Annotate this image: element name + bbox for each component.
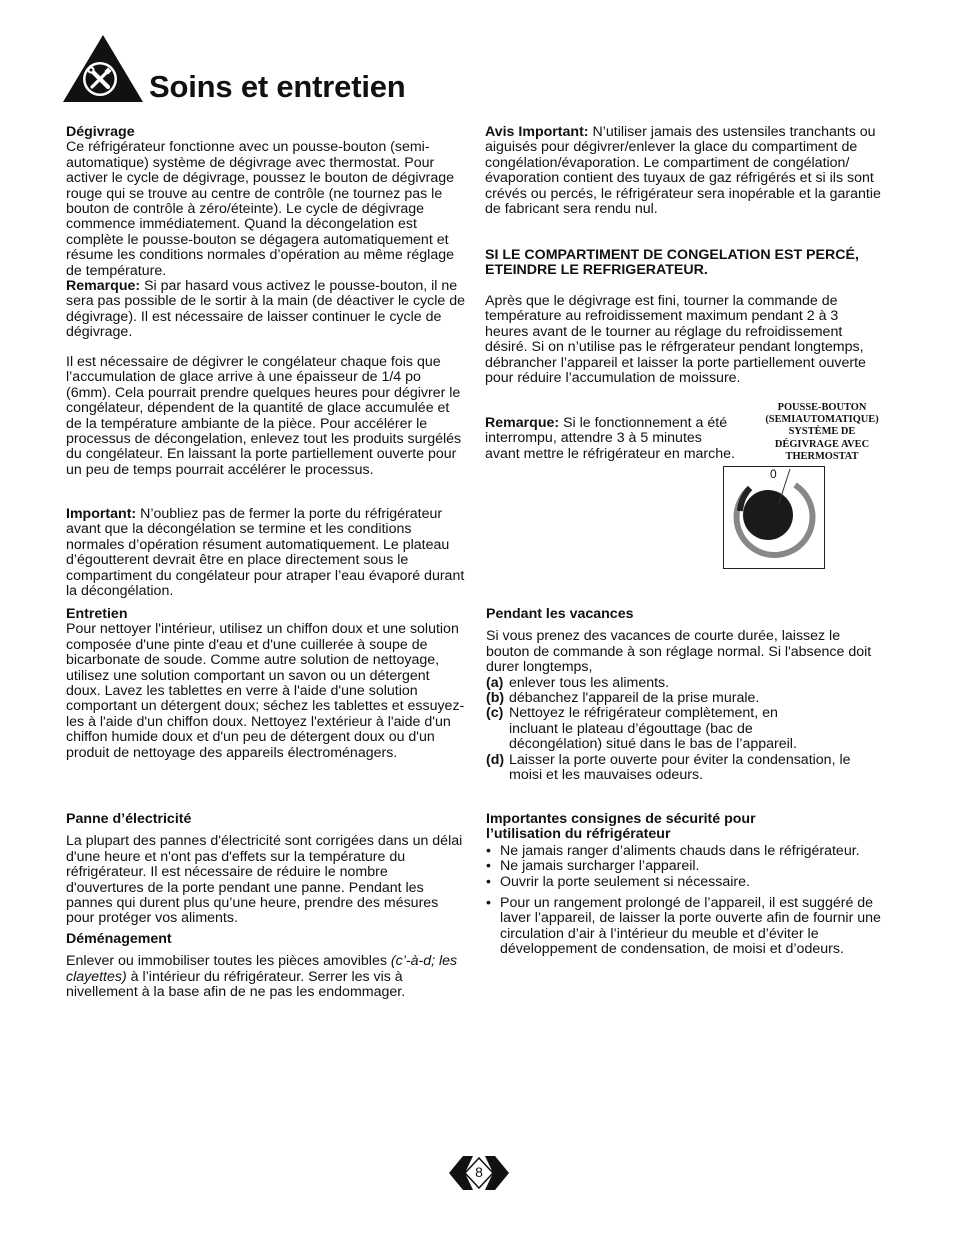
moving-body xyxy=(66,954,468,1000)
puncture-warning-text: SI LE COMPARTIMENT DE CONGELATION EST PERCÉ, ETEINDRE LE REFRIGERATEUR. xyxy=(485,247,859,279)
moving-text-italic: (c’-à-d; les clayettes) xyxy=(66,953,458,985)
list-item xyxy=(486,676,886,691)
after-defrost-paragraph xyxy=(485,294,885,386)
thermostat-knob-figure xyxy=(723,466,825,569)
safety-section xyxy=(486,812,886,958)
power-outage-body: La plupart des pannes d'électricité sont corrigées dans un délai d'une heure et n'ont pas d'effets sur la température du réfrigérateur. Il est nécessaire de réduire le nombre d'ouvertures de la porte pendant une panne. Pendant les pannes qui durent plus qu’une heure, prendre des mésures pour protéger vos aliments. xyxy=(66,833,463,927)
vacation-section xyxy=(486,607,886,783)
list-item-text: enlever tous les aliments. xyxy=(509,674,670,691)
thermostat-dial-icon xyxy=(724,467,824,568)
remark-label: Remarque: xyxy=(66,278,141,295)
figure-caption-line: (SEMIAUTOMATIQUE) xyxy=(765,414,879,426)
safety-list xyxy=(486,844,886,958)
list-item-text: Laisser la porte ouverte pour éviter la condensation, le moisi et les mauvaises odeurs. xyxy=(509,751,851,784)
moving-text-b: à l’intérieur du réfrigérateur. Serrer les vis à nivellement à la base afin de ne pas les endommager. xyxy=(66,968,406,1001)
restart-remark-label: Remarque: xyxy=(485,415,560,431)
list-item xyxy=(486,691,886,706)
list-item xyxy=(486,753,886,784)
list-item: • Ne jamais surcharger l’appareil. xyxy=(486,859,886,874)
defrost-frequency-text: Il est nécessaire de dégivrer le congélateur chaque fois que l’accumulation de glace arrive à une épaisseur de 1/4 po (6mm). Cela pourrait prendre quelques heures pour dégivrer le congélateur, dépendent de la quantité de glace accumulée et de la température ambiante de la pièce. Pour accélérer le processus de décongelation, enlevez tout les produits surgélés du congélateur. En laissant la porte partiellement ouverte pour un peu de temps pourrait accélérer le processus. xyxy=(66,354,462,478)
puncture-warning xyxy=(485,248,885,279)
defrost-heading: Dégivrage xyxy=(66,124,135,140)
list-item-text: débanchez l'appareil de la prise murale. xyxy=(509,690,760,707)
list-item-label: (b) xyxy=(486,690,505,707)
safety-heading: Importantes consignes de sécurité pour xyxy=(486,811,756,827)
defrost-figure-caption xyxy=(742,402,902,463)
moving-text-a: Enlever ou immobiliser toutes les pièces amovibles xyxy=(66,953,391,970)
figure-caption-line: POUSSE-BOUTON xyxy=(777,402,867,413)
vacation-intro: Si vous prenez des vacances de courte durée, laissez le bouton de commande à son réglage normal. Si l'absence doit durer longtemps, xyxy=(486,628,872,676)
moving-heading: Déménagement xyxy=(66,931,172,947)
list-item-text: Nettoyez le réfrigérateur complètement, en incluant le plateau d’égouttage (bac de décongélation) situé dans le bas de l’appareil. xyxy=(509,705,797,753)
vacation-heading: Pendant les vacances xyxy=(486,606,634,622)
figure-caption-line: THERMOSTAT xyxy=(785,450,859,462)
safety-heading: l’utilisation du réfrigérateur xyxy=(486,826,671,843)
list-item-label: (d) xyxy=(486,751,505,768)
vacation-steps xyxy=(486,676,886,784)
after-defrost-text: Après que le dégivrage est fini, tourner la commande de température au refroidissement maximum pendant 2 à 3 heures avant de le tourner au réglage du refroidissement désiré. Si on n’utilise pas le réfrgerateur pendant longtemps, débrancher l’appareil et laisser la porte partiellement ouverte pour réduire l’accumulation de moissure. xyxy=(485,293,866,387)
list-item-label: (c) xyxy=(486,705,504,722)
moving-section xyxy=(66,932,468,1001)
dial-zero-mark: 0 xyxy=(770,467,777,481)
list-item: • Pour un rangement prolongé de l’appareil, il est suggéré de laver l’appareil, de laisser la porte ouverte afin de fournir une circulation d’air à l’intérieur du meuble et d’éviter le développement de condensation, de moisi et d’odeurs. xyxy=(486,896,886,958)
defrost-body: Ce réfrigérateur fonctionne avec un pousse-bouton (semi-automatique) système de dégivrage avec thermostat. Pour activer le cycle de dégivrage, poussez le bouton de dégivrage rouge qui se trouve au centre de contrôle (ne tournez pas le bouton de contrôle à zéro/éteinte). Le cycle de dégivrage commence immédiatement. Quand la décongelation est complète le pousse-bouton se dégagera automatiquement et résume les conditions normales d’opération au même réglage de température. xyxy=(66,139,455,279)
maintenance-section xyxy=(66,607,468,761)
figure-caption-line: DÉGIVRAGE AVEC xyxy=(774,438,870,450)
power-outage-heading: Panne d’électricité xyxy=(66,811,192,827)
remark-text: Si par hasard vous activez le pousse-bouton, il ne sera pas possible de le sortir à la main (de déactiver le cycle de dégivrage). Il est nécessaire de laisser continuer le cycle de dégivrage. xyxy=(66,278,466,341)
list-item: • Ne jamais ranger d’aliments chauds dans le réfrigérateur. xyxy=(486,844,886,859)
restart-remark-text: Si le fonctionnement a été interrompu, attendre 3 à 5 minutes avant mettre le réfrigérateur en marche. xyxy=(485,415,735,462)
defrost-remark xyxy=(66,279,468,341)
defrost-section xyxy=(66,125,468,341)
page-number-badge xyxy=(449,1152,509,1194)
figure-caption-line: SYSTÈME DE xyxy=(788,426,856,438)
list-item-label: (a) xyxy=(486,674,504,691)
defrost-important-paragraph xyxy=(66,507,468,599)
defrost-frequency-paragraph xyxy=(66,355,468,478)
maintenance-heading: Entretien xyxy=(66,606,128,622)
page-title: Soins et entretien xyxy=(149,69,406,104)
power-outage-section xyxy=(66,812,468,927)
list-item xyxy=(486,706,886,752)
notice-label: Avis Important: xyxy=(485,124,589,140)
notice-text: N’utiliser jamais des ustensiles tranchants ou aiguisés pour dégivrer/enlever la glace du compartiment de congélation/évaporation. Le compartiment de congélation/évaporation contient des tuyaux de gaz réfrigérés et si ils sont crévés ou percés, le réfrigérateur sera inopérable et la garantie de fabricant sera rendu nul. xyxy=(485,124,881,218)
restart-remark xyxy=(485,416,737,462)
important-label: Important: xyxy=(66,506,137,522)
tools-warning-icon xyxy=(62,34,144,104)
important-text: N’oubliez pas de fermer la porte du réfrigérateur avant que la décongélation se termine et les conditions normales d’opération résument automatiquement. Le plateau d’égoutterent devrait être en place directement sous le compartiment du congélateur pour atraper l’eau évaporé durant la décongélation. xyxy=(66,506,465,600)
maintenance-body: Pour nettoyer l'intérieur, utilisez un chiffon doux et une solution composée d'une pinte d'eau et d'une cuillerée à soupe de bicarbonate de soude. Comme autre solution de nettoyage, utilisez une solution comportant un savon ou un détergent doux. Lavez les tablettes en verre à l'aide d'une solution comportant un détergent doux; séchez les tablettes et essuyez-les à l'aide d'un chiffon doux. Nettoyez l'extérieur à l'aide d'un chiffon humide doux et d'un peu de détergent doux ou d'un produit de nettoyage des appareils électroménagers. xyxy=(66,621,465,761)
page-number: 8 xyxy=(475,1164,483,1180)
important-notice xyxy=(485,125,885,217)
list-item: • Ouvrir la porte seulement si nécessaire. xyxy=(486,875,886,890)
